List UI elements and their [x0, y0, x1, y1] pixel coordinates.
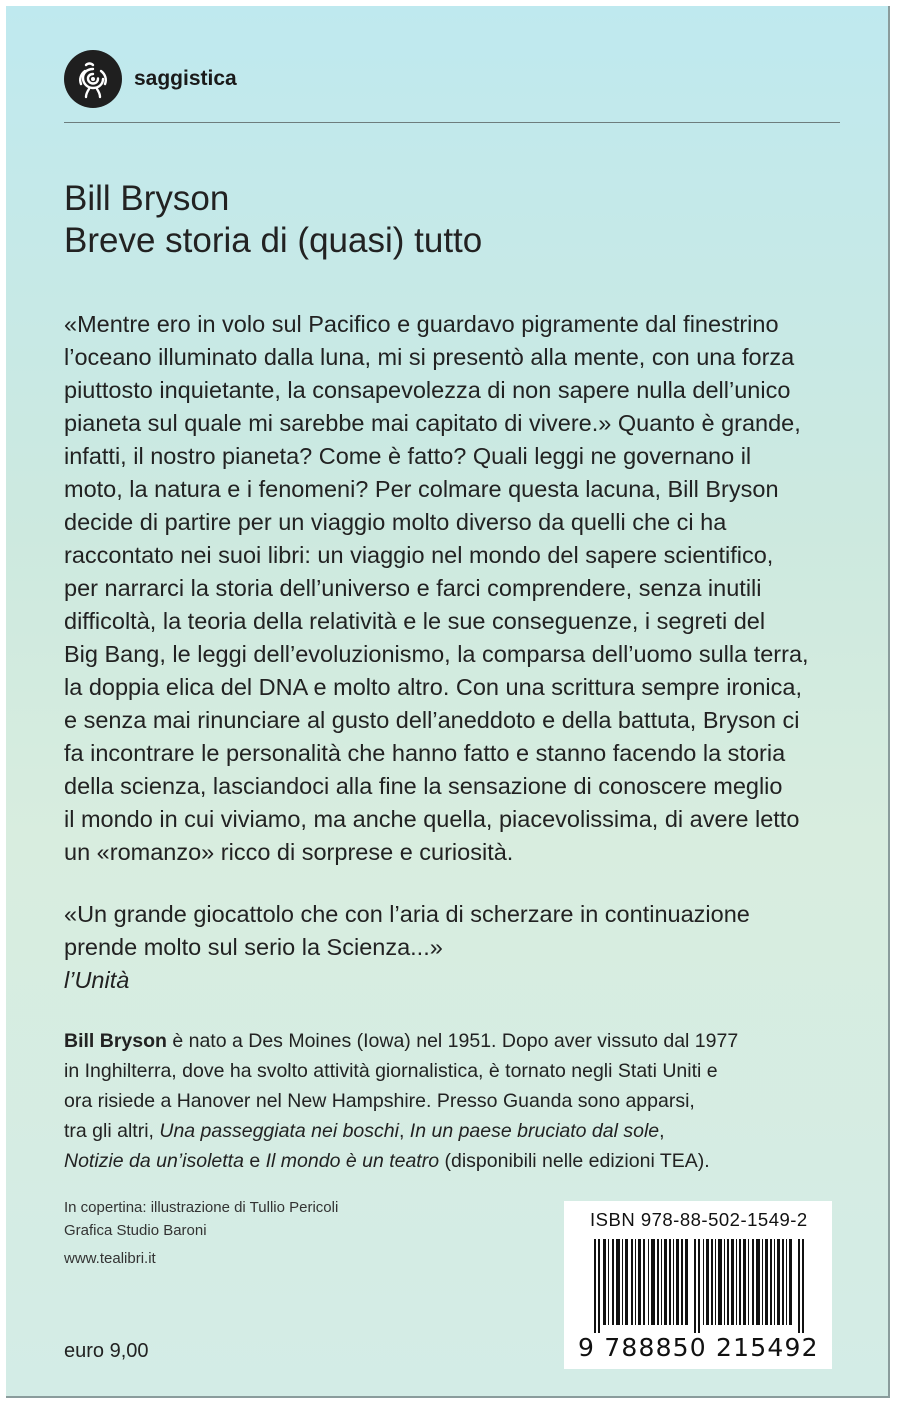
bio-text: (disponibili nelle edizioni TEA). — [439, 1150, 710, 1172]
book-heading — [64, 178, 482, 262]
review-source: l’Unità — [64, 967, 130, 993]
blurb-line: Big Bang, le leggi dell’evoluzionismo, la comparsa dell’uomo sulla terra, — [64, 641, 809, 667]
bio-text: , — [398, 1120, 410, 1142]
publisher-website: www.tealibri.it — [64, 1250, 156, 1267]
blurb-line: un «romanzo» ricco di sorprese e curiosità. — [64, 839, 514, 865]
isbn-label: ISBN 978-88-502-1549-2 — [590, 1209, 808, 1230]
blurb-line: difficoltà, la teoria della relatività e le sue conseguenze, i segreti del — [64, 608, 766, 634]
header-divider — [64, 122, 840, 123]
design-credit: Grafica Studio Baroni — [64, 1222, 207, 1239]
blurb-line: raccontato nei suoi libri: un viaggio nel mondo del sapere scientifico, — [64, 542, 774, 568]
bio-book-title: In un paese bruciato dal sole — [409, 1120, 660, 1142]
blurb-line: della scienza, lasciandoci alla fine la sensazione di conoscere meglio — [64, 773, 783, 799]
blurb-line: e senza mai rinunciare al gusto dell’aneddoto e della battuta, Bryson ci — [64, 707, 800, 733]
barcode-digits: 9 788850 215492 — [578, 1333, 819, 1362]
bio-text: tra gli altri, — [64, 1120, 160, 1142]
blurb-line: piuttosto inquietante, la consapevolezza di non sapere nulla dell’unico — [64, 377, 791, 403]
blurb-line: pianeta sul quale mi sarebbe mai capitato di vivere.» Quanto è grande, — [64, 410, 801, 436]
bio-text: , — [659, 1120, 665, 1142]
blurb-line: per narrarci la storia dell’universo e farci comprendere, senza inutili — [64, 575, 762, 601]
review-line: «Un grande giocattolo che con l’aria di scherzare in continuazione — [64, 901, 750, 927]
bio-text: e — [243, 1150, 266, 1172]
book-back-cover — [6, 6, 890, 1398]
series-name: saggistica — [134, 67, 237, 90]
review-line: prende molto sul serio la Scienza...» — [64, 934, 443, 960]
bio-book-title: Una passeggiata nei boschi — [159, 1120, 399, 1142]
blurb-line: decide di partire per un viaggio molto diverso da quelli che ci ha — [64, 509, 727, 535]
blurb-line: fa incontrare le personalità che hanno fatto e stanno facendo la storia — [64, 740, 786, 766]
blurb-line: «Mentre ero in volo sul Pacifico e guardavo pigramente dal finestrino — [64, 311, 779, 337]
cover-credit: In copertina: illustrazione di Tullio Pericoli — [64, 1199, 339, 1216]
bio-book-title: Il mondo è un teatro — [265, 1150, 440, 1172]
blurb-line: moto, la natura e i fenomeni? Per colmare questa lacuna, Bill Bryson — [64, 476, 779, 502]
bio-text: in Inghilterra, dove ha svolto attività giornalistica, è tornato negli Stati Uniti e — [64, 1060, 718, 1082]
review-quote — [64, 898, 750, 997]
author-name: Bill Bryson — [64, 179, 230, 218]
barcode-panel — [564, 1201, 832, 1369]
blurb-line: infatti, il nostro pianeta? Come è fatto? Quali leggi ne governano il — [64, 443, 752, 469]
barcode-bars — [594, 1239, 804, 1333]
author-bio — [64, 1026, 738, 1176]
blurb — [64, 308, 854, 869]
credits — [64, 1196, 338, 1242]
bio-author-name: Bill Bryson — [64, 1030, 167, 1052]
price: euro 9,00 — [64, 1340, 149, 1362]
book-title: Breve storia di (quasi) tutto — [64, 221, 483, 260]
blurb-line: la doppia elica del DNA e molto altro. Con una scrittura sempre ironica, — [64, 674, 803, 700]
blurb-line: l’oceano illuminato dalla luna, mi si presentò alla mente, con una forza — [64, 344, 795, 370]
blurb-line: il mondo in cui viviamo, ma anche quella, piacevolissima, di avere letto — [64, 806, 800, 832]
bio-book-title: Notizie da un’isoletta — [64, 1150, 244, 1172]
bio-text: ora risiede a Hanover nel New Hampshire. Presso Guanda sono apparsi, — [64, 1090, 695, 1112]
series-header — [64, 50, 237, 108]
bio-text: è nato a Des Moines (Iowa) nel 1951. Dopo aver vissuto dal 1977 — [166, 1030, 739, 1052]
rose-icon — [64, 50, 122, 108]
